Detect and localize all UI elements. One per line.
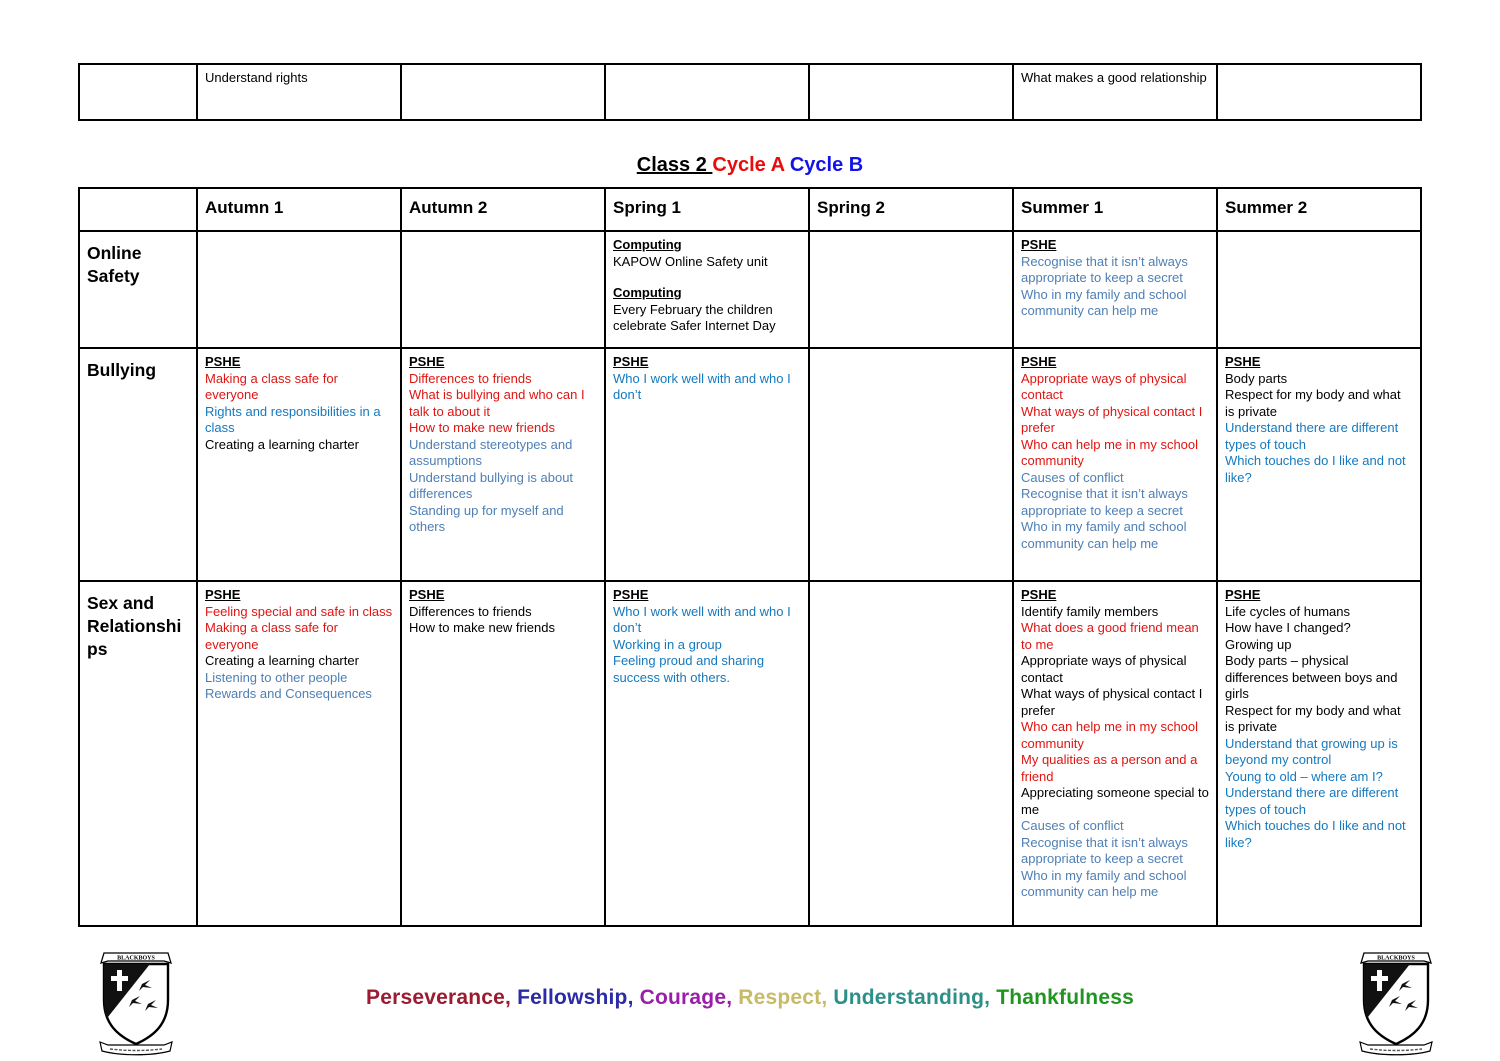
cell-line: Making a class safe for everyone <box>205 620 338 652</box>
cell-line: How to make new friends <box>409 620 555 635</box>
cell-line: Respect for my body and what is private <box>1225 387 1401 419</box>
cell-line: Rights and responsibilities in a class <box>205 403 381 435</box>
cell-line: PSHE <box>1225 587 1261 602</box>
cell-line: Who can help me in my school community <box>1021 436 1199 468</box>
cell-line <box>613 270 801 285</box>
cell-line: Body parts – physical differences between boys and girls <box>1225 653 1398 701</box>
column-header: Autumn 1 <box>198 189 402 232</box>
cell-line: PSHE <box>205 587 241 602</box>
cell-line: Who in my family and school community can help me <box>1021 867 1187 899</box>
motto-word: Understanding, <box>833 986 991 1009</box>
cell-line: PSHE <box>1021 587 1057 602</box>
cell-line: Understand that growing up is beyond my control <box>1225 735 1398 767</box>
top-table-cell <box>1218 65 1422 121</box>
top-table-cell <box>402 65 606 121</box>
page-title <box>0 154 1500 177</box>
cell-line: PSHE <box>613 587 649 602</box>
top-table-cell <box>80 65 198 121</box>
motto-word: Courage, <box>639 986 733 1009</box>
table-cell <box>606 349 810 582</box>
cell-line: Appropriate ways of physical contact <box>1021 370 1187 402</box>
table-cell <box>402 232 606 349</box>
cell-line: Listening to other people <box>205 669 348 685</box>
cell-line: Standing up for myself and others <box>409 502 564 534</box>
table-cell <box>1218 582 1422 927</box>
column-header: Summer 2 <box>1218 189 1422 232</box>
crest-banner <box>101 953 171 963</box>
cell-line: How to make new friends <box>409 420 555 435</box>
page-title-part: Class 2 <box>636 154 713 176</box>
motto-word: Fellowship, <box>517 986 634 1009</box>
cell-line: PSHE <box>205 354 241 369</box>
table-cell <box>810 582 1014 927</box>
crest-banner <box>1361 953 1431 963</box>
cell-line: Computing <box>613 237 682 252</box>
row-label: Sex and Relationships <box>80 582 198 927</box>
table-cell <box>402 582 606 927</box>
top-table-cell <box>606 65 810 121</box>
top-table-cell <box>1014 65 1218 121</box>
crest-banner-text: BLACKBOYS <box>117 955 155 962</box>
cell-line: Making a class safe for everyone <box>205 370 338 402</box>
cell-line: PSHE <box>409 587 445 602</box>
table-cell <box>1014 232 1218 349</box>
school-crest-logo <box>1344 948 1448 1056</box>
cell-line: PSHE <box>1225 354 1261 369</box>
cell-line: Who in my family and school community can help me <box>1021 286 1187 318</box>
column-header: Spring 2 <box>810 189 1014 232</box>
cell-line: PSHE <box>1021 354 1057 369</box>
cell-line: Recognise that it isn’t always appropriate to keep a secret <box>1021 486 1188 518</box>
page-title-part: Cycle A <box>712 154 790 176</box>
curriculum-table <box>78 187 1422 927</box>
table-cell <box>198 349 402 582</box>
table-cell <box>198 582 402 927</box>
cell-line: Life cycles of humans <box>1225 603 1351 619</box>
crest-banner-text: BLACKBOYS <box>1377 955 1415 962</box>
cell-line: Understand stereotypes and assumptions <box>409 436 573 468</box>
top-table-cell <box>810 65 1014 121</box>
cell-line: Understand there are different types of touch <box>1225 785 1399 817</box>
table-cell <box>1014 349 1218 582</box>
cell-line: Understand bullying is about differences <box>409 469 574 501</box>
top-table-cell <box>198 65 402 121</box>
cell-line: Every February the children celebrate Safer Internet Day <box>613 301 776 333</box>
motto-word: Thankfulness <box>996 986 1134 1009</box>
cell-line: Who in my family and school community can help me <box>1021 519 1187 551</box>
column-header: Spring 1 <box>606 189 810 232</box>
cell-line: PSHE <box>1021 237 1057 252</box>
cell-line: Identify family members <box>1021 603 1159 619</box>
cell-line: Differences to friends <box>409 603 532 619</box>
cell-line: Computing <box>613 285 682 300</box>
table-cell <box>810 349 1014 582</box>
motto-word: Respect, <box>738 986 828 1009</box>
cell-line: Causes of conflict <box>1021 818 1124 833</box>
table-cell <box>606 582 810 927</box>
cell-line: What ways of physical contact I prefer <box>1021 403 1203 435</box>
column-header <box>80 189 198 232</box>
table-cell <box>1014 582 1218 927</box>
cell-line: Feeling special and safe in class <box>205 603 393 619</box>
school-values-motto <box>0 986 1500 1010</box>
cell-line: What makes a good relationship <box>1021 70 1207 85</box>
cell-line: Respect for my body and what is private <box>1225 702 1401 734</box>
cell-line: Causes of conflict <box>1021 469 1124 485</box>
cell-line: Appreciating someone special to me <box>1021 785 1209 817</box>
motto-word: Perseverance, <box>366 986 512 1009</box>
cell-line: How have I changed? <box>1225 620 1351 635</box>
column-header: Autumn 2 <box>402 189 606 232</box>
cell-line: Growing up <box>1225 636 1292 652</box>
cell-line: Understand there are different types of touch <box>1225 420 1399 452</box>
cell-line: Recognise that it isn’t always appropriate to keep a secret <box>1021 253 1188 285</box>
table-cell <box>810 232 1014 349</box>
cell-line: Rewards and Consequences <box>205 686 372 701</box>
cell-line: KAPOW Online Safety unit <box>613 253 768 269</box>
table-cell <box>606 232 810 349</box>
cell-line: My qualities as a person and a friend <box>1021 752 1198 784</box>
cell-line: Differences to friends <box>409 370 532 386</box>
top-table <box>78 63 1422 121</box>
cell-line: Who I work well with and who I don’t <box>613 603 791 635</box>
cell-line: Creating a learning charter <box>205 436 359 452</box>
row-label: Online Safety <box>80 232 198 349</box>
cell-line: Working in a group <box>613 636 722 652</box>
cell-line: PSHE <box>409 354 445 369</box>
cell-line: Appropriate ways of physical contact <box>1021 653 1187 685</box>
table-cell <box>1218 232 1422 349</box>
cell-line: What ways of physical contact I prefer <box>1021 686 1203 718</box>
column-header: Summer 1 <box>1014 189 1218 232</box>
cell-line: What is bullying and who can I talk to about it <box>409 387 585 419</box>
table-cell <box>198 232 402 349</box>
cell-line: Who I work well with and who I don’t <box>613 370 791 402</box>
cell-line: Feeling proud and sharing success with others. <box>613 653 765 685</box>
table-cell <box>1218 349 1422 582</box>
row-label: Bullying <box>80 349 198 582</box>
page-title-part: Cycle B <box>789 154 864 176</box>
table-cell <box>402 349 606 582</box>
cell-line: Understand rights <box>205 70 308 85</box>
cell-line: PSHE <box>613 354 649 369</box>
cell-line: Who can help me in my school community <box>1021 719 1199 751</box>
cell-line: What does a good friend mean to me <box>1021 620 1199 652</box>
cell-line: Body parts <box>1225 370 1288 386</box>
cell-line: Creating a learning charter <box>205 653 359 668</box>
cell-line: Young to old – where am I? <box>1225 768 1383 784</box>
cell-line: Which touches do I like and not like? <box>1225 453 1406 485</box>
cell-line: Which touches do I like and not like? <box>1225 818 1406 850</box>
cell-line: Recognise that it isn’t always appropriate to keep a secret <box>1021 834 1188 866</box>
